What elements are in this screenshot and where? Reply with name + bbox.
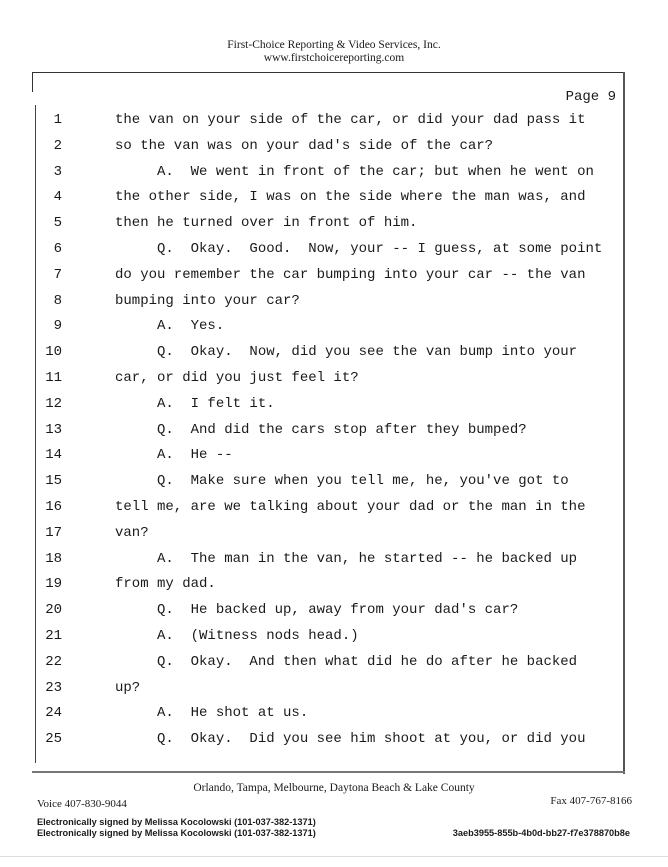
line-number: 4 xyxy=(53,189,62,206)
line-text: van? xyxy=(115,524,149,541)
transcript-line xyxy=(0,366,668,392)
line-number: 1 xyxy=(53,112,62,128)
line-number: 11 xyxy=(45,369,62,386)
transcript-line xyxy=(0,340,668,366)
transcript-line xyxy=(0,185,668,211)
line-number: 21 xyxy=(45,627,62,644)
line-number: 18 xyxy=(45,550,62,567)
line-number: 14 xyxy=(45,447,62,464)
line-text: A. Yes. xyxy=(115,318,225,335)
line-text: tell me, are we talking about your dad or the man in the xyxy=(115,498,586,515)
line-number: 8 xyxy=(53,292,62,309)
line-text: the other side, I was on the side where the man was, and xyxy=(115,189,586,206)
line-text: do you remember the car bumping into your car -- the van xyxy=(115,266,586,283)
line-number: 12 xyxy=(45,395,62,412)
line-text: then he turned over in front of him. xyxy=(115,215,418,232)
electronic-signature-line: Electronically signed by Melissa Kocolowski (101-037-382-1371) xyxy=(37,828,316,838)
line-number: 7 xyxy=(53,266,62,283)
line-number: 17 xyxy=(45,524,62,541)
line-text: car, or did you just feel it? xyxy=(115,369,359,386)
transcript-line xyxy=(0,469,668,495)
line-number: 23 xyxy=(45,679,62,696)
page-frame-left-tick xyxy=(32,72,33,92)
line-number: 13 xyxy=(45,421,62,438)
document-hash: 3aeb3955-855b-4b0d-bb27-f7e378870b8e xyxy=(452,828,630,838)
transcript-body xyxy=(0,108,668,753)
transcript-line xyxy=(0,134,668,160)
line-number: 19 xyxy=(45,576,62,593)
line-number: 22 xyxy=(45,653,62,670)
transcript-line xyxy=(0,521,668,547)
line-number: 10 xyxy=(45,344,62,361)
line-text: A. He shot at us. xyxy=(115,705,309,722)
company-name: First-Choice Reporting & Video Services, Inc. xyxy=(227,39,441,51)
line-text: A. We went in front of the car; but when he went on xyxy=(115,163,594,180)
line-text: up? xyxy=(115,679,141,696)
line-text: bumping into your car? xyxy=(115,292,300,309)
line-number: 6 xyxy=(53,240,62,257)
transcript-line xyxy=(0,701,668,727)
transcript-line xyxy=(0,108,668,134)
transcript-line xyxy=(0,289,668,315)
footer-voice-number: Voice 407-830-9044 xyxy=(37,798,127,810)
line-text: Q. And did the cars stop after they bumped? xyxy=(115,421,527,438)
footer-fax-number: Fax 407-767-8166 xyxy=(550,795,632,807)
line-text: A. The man in the van, he started -- he backed up xyxy=(115,550,578,567)
line-number: 9 xyxy=(53,318,62,335)
transcript-line xyxy=(0,314,668,340)
line-number: 25 xyxy=(45,731,62,748)
line-text: Q. Okay. And then what did he do after he backed xyxy=(115,653,578,670)
line-text: A. I felt it. xyxy=(115,395,275,412)
transcript-line xyxy=(0,624,668,650)
line-number: 2 xyxy=(53,137,62,154)
transcript-line xyxy=(0,676,668,702)
page-frame-top-rule xyxy=(32,72,624,73)
line-text: Q. Okay. Now, did you see the van bump into your xyxy=(115,344,578,361)
line-text: Q. He backed up, away from your dad's car? xyxy=(115,602,519,619)
line-text: so the van was on your dad's side of the car? xyxy=(115,137,494,154)
line-text: from my dad. xyxy=(115,576,216,593)
transcript-line xyxy=(0,237,668,263)
transcript-line xyxy=(0,418,668,444)
transcript-line xyxy=(0,727,668,753)
transcript-line xyxy=(0,598,668,624)
page-number-label: Page 9 xyxy=(565,89,616,105)
transcript-line xyxy=(0,160,668,186)
electronic-signature-line: Electronically signed by Melissa Kocolowski (101-037-382-1371) xyxy=(37,817,316,827)
line-number: 15 xyxy=(45,473,62,490)
transcript-line xyxy=(0,443,668,469)
line-number: 5 xyxy=(53,215,62,232)
line-number: 3 xyxy=(53,163,62,180)
line-number: 24 xyxy=(45,705,62,722)
line-text: Q. Okay. Good. Now, your -- I guess, at some point xyxy=(115,240,603,257)
page-header xyxy=(0,39,668,65)
line-text: A. He -- xyxy=(115,447,233,464)
scan-edge-rule xyxy=(0,856,668,857)
line-number: 20 xyxy=(45,602,62,619)
footer-office-locations: Orlando, Tampa, Melbourne, Daytona Beach & Lake County xyxy=(193,782,475,794)
line-text: Q. Okay. Did you see him shoot at you, or did you xyxy=(115,731,586,748)
transcript-line xyxy=(0,392,668,418)
line-number: 16 xyxy=(45,498,62,515)
transcript-line xyxy=(0,263,668,289)
line-text: the van on your side of the car, or did your dad pass it xyxy=(115,112,586,128)
transcript-line xyxy=(0,211,668,237)
page-frame-bottom-rule xyxy=(32,771,625,773)
transcript-line xyxy=(0,572,668,598)
company-website: www.firstchoicereporting.com xyxy=(263,52,405,64)
transcript-line xyxy=(0,650,668,676)
line-text: Q. Make sure when you tell me, he, you've got to xyxy=(115,473,569,490)
line-text: A. (Witness nods head.) xyxy=(115,627,359,644)
transcript-line xyxy=(0,547,668,573)
transcript-line xyxy=(0,495,668,521)
